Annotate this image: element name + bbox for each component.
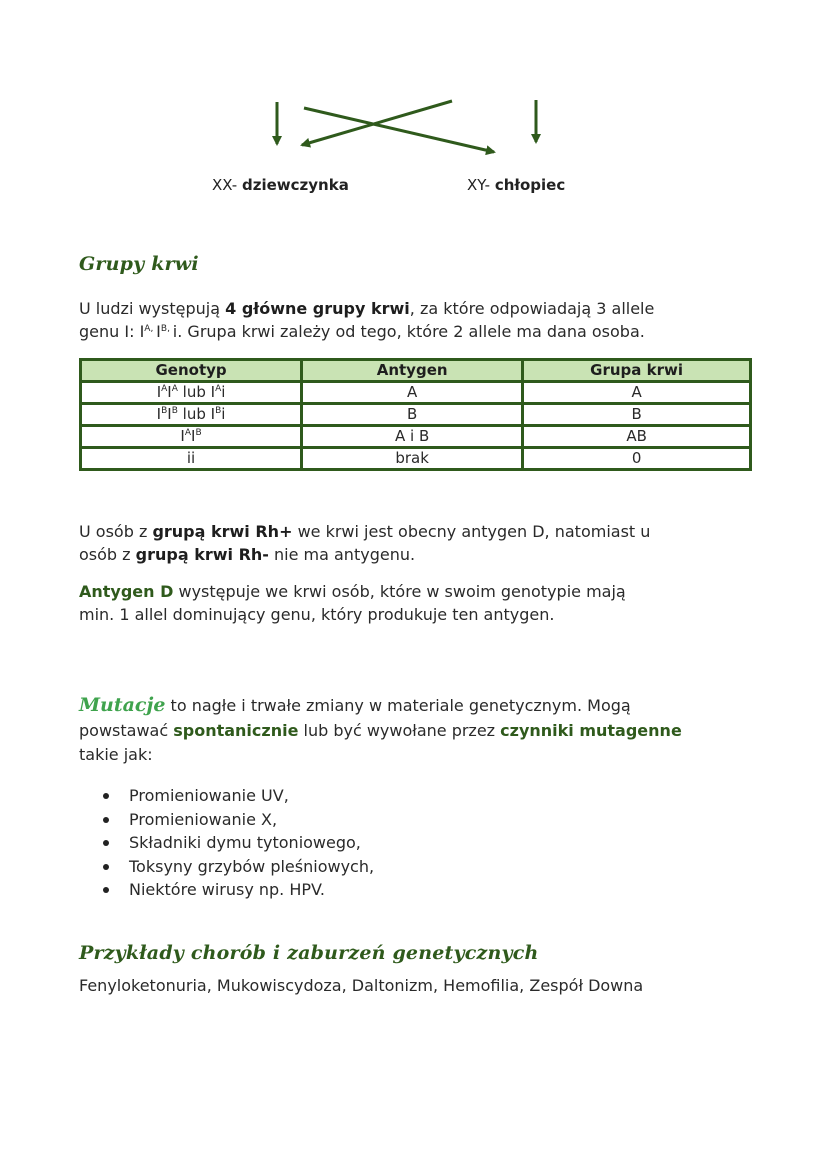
list-item: Promieniowanie X,	[79, 808, 679, 832]
arrow-cross-to-right	[304, 108, 494, 152]
boy-prefix: XY-	[467, 176, 495, 194]
antigen-d-paragraph: Antygen D występuje we krwi osób, które w swoim genotypie mają min. 1 allel dominujący genu, który produkuje ten antygen.	[79, 582, 626, 624]
blood-groups-intro: U ludzi występują 4 główne grupy krwi, za które odpowiadają 3 allele genu I: $I^{A,}$ $I^{B,}$ i. Grupa krwi zależy od tego, które 2 allele ma dana osoba.	[79, 299, 655, 341]
table-row	[81, 382, 751, 404]
header-antigen: Antygen	[302, 360, 523, 382]
header-genotype: Genotyp	[81, 360, 302, 382]
mutations-term: Mutacje	[79, 694, 166, 716]
genotype-cell: $I^BI^B$ lub $I^Bi$	[81, 404, 302, 426]
inheritance-arrows	[0, 0, 828, 170]
mutations-paragraph: Mutacje to nagłe i trwałe zmiany w materiale genetycznym. Mogą powstawać spontanicznie lub być wywołane przez czynniki mutagenne takie jak:	[79, 694, 682, 764]
boy-word: chłopiec	[494, 176, 566, 194]
antigen-cell: brak	[302, 448, 523, 470]
antigen-cell: B	[302, 404, 523, 426]
girl-word: dziewczynka	[242, 176, 349, 194]
list-item: Składniki dymu tytoniowego,	[79, 831, 679, 855]
list-item: Toksyny grzybów pleśniowych,	[79, 855, 679, 879]
girl-prefix: XX-	[212, 176, 242, 194]
genotype-cell: $I^AI^A$ lub $I^Ai$	[81, 382, 302, 404]
table-row	[81, 448, 751, 470]
blood-group-cell: AB	[523, 426, 751, 448]
table-header-row	[81, 360, 751, 382]
antigen-cell: A	[302, 382, 523, 404]
list-item: Niektóre wirusy np. HPV.	[79, 878, 679, 902]
blood-groups-heading: Grupy krwi	[79, 253, 199, 275]
blood-group-cell: 0	[523, 448, 751, 470]
blood-group-cell: A	[523, 382, 751, 404]
diseases-list: Fenyloketonuria, Mukowiscydoza, Daltonizm, Hemofilia, Zespół Downa	[79, 976, 644, 995]
table-row	[81, 426, 751, 448]
rh-paragraph: U osób z grupą krwi Rh+ we krwi jest obecny antygen D, natomiast u osób z grupą krwi Rh- nie ma antygenu.	[79, 522, 651, 564]
antigen-cell: A i B	[302, 426, 523, 448]
mutagen-list	[79, 784, 679, 902]
boy-label	[467, 176, 565, 194]
header-blood-group: Grupa krwi	[523, 360, 751, 382]
genotype-cell: $I^AI^B$	[81, 426, 302, 448]
list-item: Promieniowanie UV,	[79, 784, 679, 808]
table-row	[81, 404, 751, 426]
blood-group-table	[79, 358, 752, 471]
genotype-cell: ii	[81, 448, 302, 470]
blood-group-cell: B	[523, 404, 751, 426]
girl-label	[212, 176, 349, 194]
diseases-heading: Przykłady chorób i zaburzeń genetycznych	[79, 942, 539, 964]
